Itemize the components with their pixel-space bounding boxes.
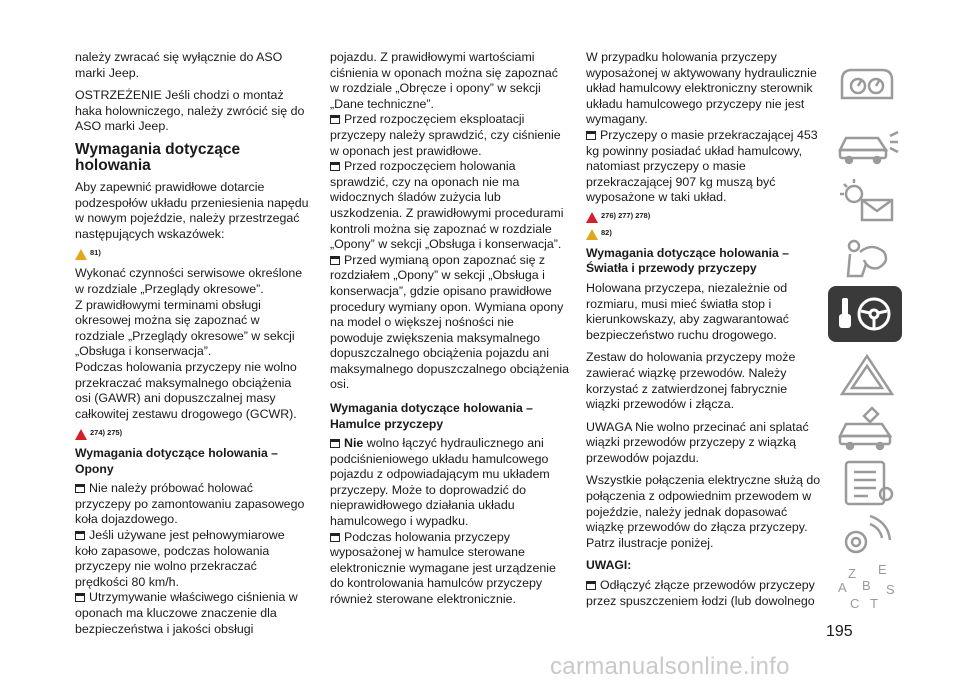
column-3 bbox=[586, 50, 824, 609]
index-letter: S bbox=[886, 582, 895, 597]
subsection-heading: Wymagania dotyczące holowania – Światła i przewody przyczepy bbox=[586, 245, 789, 276]
alphabet-index-icon bbox=[832, 560, 902, 616]
index-letter: Z bbox=[848, 566, 856, 581]
warning-triangle-icon bbox=[75, 429, 87, 440]
warning-reference bbox=[586, 212, 824, 223]
bullet-icon bbox=[586, 581, 596, 590]
bullet-item: Nie wolno łączyć hydraulicznego ani podciśnieniowego układu hamulcowego pojazdu z odpowiadającym mu układem przyczepy. Może to doprowadzić do nieprawidłowego działania układu hamulcowego i wypadku. bbox=[330, 436, 550, 529]
sidebar-tab-emergency[interactable] bbox=[832, 348, 902, 402]
sidebar-tab-lights[interactable] bbox=[832, 116, 902, 170]
bullet-item: Przed rozpoczęciem eksploatacji przyczepy należy sprawdzić, czy ciśnienie w oponach jest prawidłowe. bbox=[330, 112, 561, 158]
bullet-item: Przyczepy o masie przekraczającej 453 kg powinny posiadać układ hamulcowy, natomiast przyczepy o masie przekraczającej 907 kg muszą być wyposażone w taki układ. bbox=[586, 127, 818, 205]
warning-ref-number: 82) bbox=[601, 227, 612, 237]
airbag-icon bbox=[832, 232, 902, 286]
bullet-icon bbox=[75, 531, 85, 540]
paragraph: OSTRZEŻENIE Jeśli chodzi o montaż haka holowniczego, należy zwrócić się do ASO marki Jeep. bbox=[75, 88, 305, 134]
paragraph: Zestaw do holowania przyczepy może zawierać wiązkę przewodów. Należy korzystać z zatwierdzonej fabrycznie wiązki przewodów i złącza. bbox=[586, 350, 796, 412]
subsection-heading: Wymagania dotyczące holowania – Hamulce przyczepy bbox=[330, 401, 533, 431]
sidebar-tab-multimedia[interactable] bbox=[832, 510, 902, 564]
bullet-item: Utrzymywanie właściwego ciśnienia w oponach ma kluczowe znaczenie dla bezpieczeństwa i jakości obsługi bbox=[75, 590, 298, 636]
bullet-icon bbox=[330, 256, 340, 265]
paragraph: Aby zapewnić prawidłowe dotarcie podzespołów układu przeniesienia napędu w nowym pojeździe, należy przestrzegać następujących wskazówek: bbox=[75, 179, 309, 241]
bullet-icon bbox=[330, 439, 340, 448]
bullet-item: Przed rozpoczęciem holowania sprawdzić, czy na oponach nie ma widocznych śladów zużycia lub uszkodzenia. Z prawidłowymi procedurami kontroli można się zapoznać w rozdziale „Opony” w sekcji „Obsługa i konserwacja”. bbox=[330, 159, 564, 252]
bullet-item: Nie należy próbować holować przyczepy po zamontowaniu zapasowego koła dojazdowego. bbox=[75, 481, 305, 527]
paragraph: Wszystkie połączenia elektryczne służą do połączenia z odpowiednim przewodem w pojeździe, należy jednak dopasować wiązkę przewodów do złącza przyczepy. Patrz ilustracje poniżej. bbox=[586, 473, 821, 550]
index-letter: B bbox=[862, 578, 871, 593]
weather-mail-icon bbox=[832, 174, 902, 228]
bullet-item: Jeśli używane jest pełnowymiarowe koło zapasowe, podczas holowania przyczepy nie wolno przekraczać prędkości 80 km/h. bbox=[75, 528, 285, 589]
column-2 bbox=[330, 50, 570, 608]
bullet-item: Podczas holowania przyczepy wyposażonej w hamulce sterowane elektronicznie wymagane jest urządzenie do kontrolowania hamulców przyczepy również sterowane elektronicznie. bbox=[330, 529, 556, 606]
sidebar-tab-index[interactable] bbox=[832, 560, 902, 616]
paragraph: Z prawidłowymi terminami obsługi okresowej można się zapoznać w rozdziale „Przeglądy okresowe” w sekcji „Obsługa i konserwacja”. bbox=[75, 297, 295, 359]
paragraph: Wykonać czynności serwisowe określone w rozdziale „Przeglądy okresowe”. bbox=[75, 266, 303, 296]
bullet-icon bbox=[75, 593, 85, 602]
multimedia-icon bbox=[832, 510, 902, 564]
index-letter: A bbox=[838, 580, 847, 595]
car-lights-icon bbox=[832, 116, 902, 170]
subsection-heading: Wymagania dotyczące holowania – Opony bbox=[75, 446, 278, 476]
bullet-icon bbox=[330, 162, 340, 171]
bullet-item: Odłączyć złącze przewodów przyczepy przez spuszczeniem łodzi (lub dowolnego bbox=[586, 577, 815, 608]
dashboard-icon bbox=[832, 58, 902, 112]
warning-reference bbox=[75, 429, 310, 440]
sidebar-tab-service[interactable] bbox=[832, 402, 902, 456]
starting-driving-icon bbox=[828, 286, 902, 342]
sidebar-tab-technical-data[interactable] bbox=[832, 456, 902, 510]
sidebar-tab-dashboard[interactable] bbox=[832, 58, 902, 112]
bullet-item: Przed wymianą opon zapoznać się z rozdziałem „Opony” w sekcji „Obsługa i konserwacja”, gdzie opisano prawidłowe procedury wymiany opon. Wymiana opony na model o większej nośności nie powoduje zwiększenia maksymalnego dopuszczalnego obciążenia pojazdu ani maksymalnego dopuszczalnego obciążenia osi. bbox=[330, 252, 570, 392]
sidebar-tab-climate[interactable] bbox=[832, 174, 902, 228]
sidebar-tab-starting-driving[interactable] bbox=[828, 286, 902, 342]
bullet-icon bbox=[75, 484, 85, 493]
service-car-icon bbox=[832, 402, 902, 456]
warning-ref-number: 81) bbox=[90, 248, 101, 258]
warning-reference bbox=[586, 229, 824, 240]
sidebar-tab-safety[interactable] bbox=[832, 232, 902, 286]
column-1 bbox=[75, 50, 310, 637]
caution-triangle-icon bbox=[75, 249, 87, 260]
warning-triangle-icon bbox=[586, 212, 598, 223]
paragraph: Podczas holowania przyczepy nie wolno przekraczać maksymalnego obciążenia osi (GAWR) ani dopuszczalnej masy całkowitej zestawu drogowego (GCWR). bbox=[75, 359, 297, 421]
bullet-icon bbox=[330, 533, 340, 542]
warning-triangle-icon bbox=[832, 348, 902, 402]
watermark: carmanualsonline.info bbox=[550, 653, 790, 680]
warning-ref-number: 274) 275) bbox=[90, 428, 123, 438]
bullet-icon bbox=[586, 131, 596, 140]
bullet-icon bbox=[330, 115, 340, 124]
paragraph: pojazdu. Z prawidłowymi wartościami ciśnienia w oponach można się zapoznać w rozdziale „Obręcze i opony” w sekcji „Dane techniczne”. bbox=[330, 50, 558, 111]
paragraph: Holowana przyczepa, niezależnie od rozmiaru, musi mieć światła stop i kierunkowskazy, aby zagwarantować bezpieczeństwo ruchu drogowego. bbox=[586, 280, 789, 342]
index-letter: E bbox=[878, 562, 887, 577]
warning-ref-number: 276) 277) 278) bbox=[601, 210, 651, 220]
index-letter: T bbox=[870, 596, 878, 611]
section-heading: Wymagania dotyczące holowania bbox=[75, 140, 241, 175]
paragraph: UWAGA Nie wolno przecinać ani splatać wiązki przewodów przyczepy z wiązką przewodów pojazdu. bbox=[586, 419, 809, 465]
paragraph: należy zwracać się wyłącznie do ASO marki Jeep. bbox=[75, 50, 283, 80]
checklist-icon bbox=[832, 456, 902, 510]
caution-triangle-icon bbox=[586, 229, 598, 240]
page-number: 195 bbox=[826, 623, 853, 640]
subsection-heading: UWAGI: bbox=[586, 558, 632, 573]
warning-reference bbox=[75, 249, 310, 260]
index-letter: C bbox=[850, 596, 860, 611]
paragraph: W przypadku holowania przyczepy wyposażonej w aktywowany hydraulicznie układ hamulcowy elektroniczny sterownik układu hamulcowego przyczepy nie jest wymagany. bbox=[586, 50, 817, 127]
